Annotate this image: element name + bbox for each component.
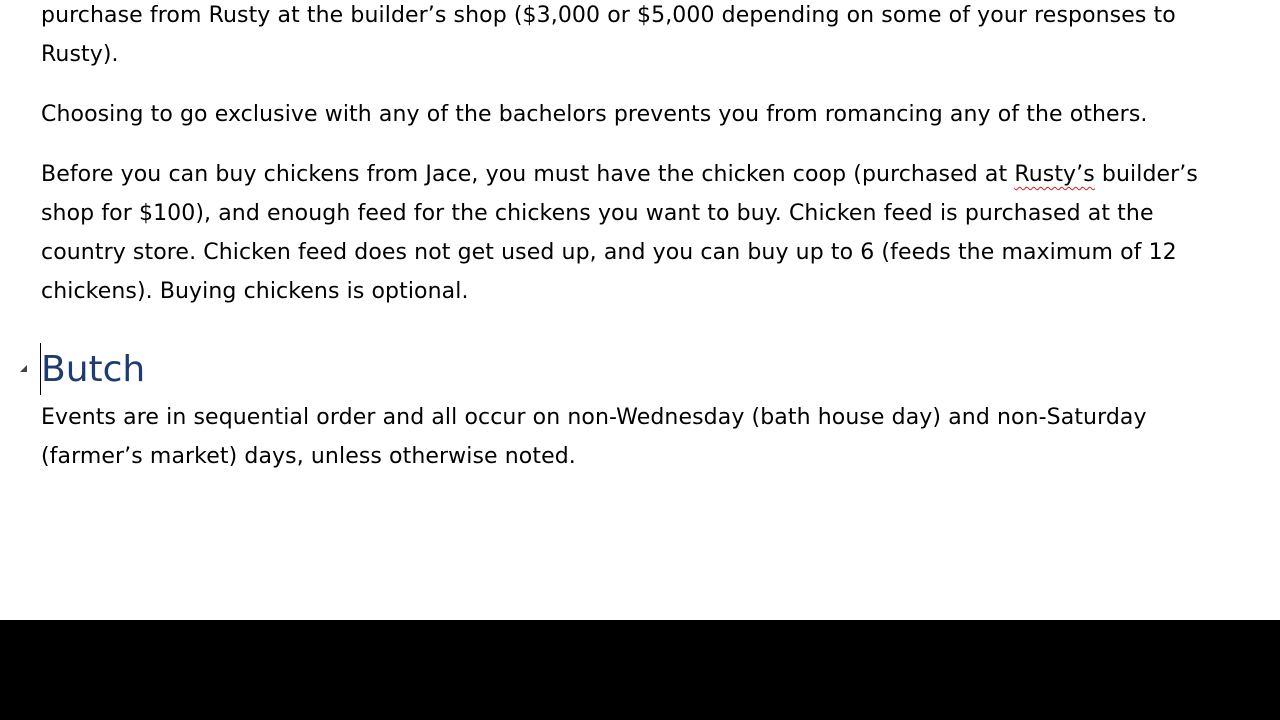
text-segment: Before you can buy chickens from Jace, you must have the chicken coop (purchased at <box>41 162 1015 187</box>
paragraph-rusty-purchase[interactable] <box>41 0 1273 74</box>
spelling-error-word[interactable]: Rusty’s <box>1014 162 1095 187</box>
text-line: chickens). Buying chickens is optional. <box>41 279 469 304</box>
paragraph-exclusive-bachelors[interactable] <box>41 95 1273 134</box>
text-line: Choosing to go exclusive with any of the bachelors prevents you from romancing any of the others. <box>41 102 1148 127</box>
text-line: purchase from Rusty at the builder’s shop ($3,000 or $5,000 depending on some of your responses to <box>41 3 1176 28</box>
text-line: Events are in sequential order and all occur on non-Wednesday (bath house day) and non-Saturday <box>41 405 1147 430</box>
paragraph-chickens[interactable] <box>41 155 1273 311</box>
collapse-triangle-icon[interactable] <box>20 365 27 372</box>
black-bottom-area <box>0 620 1280 720</box>
text-line: Rusty). <box>41 42 119 67</box>
text-line: (farmer’s market) days, unless otherwise noted. <box>41 444 576 469</box>
text-segment: builder’s <box>1094 162 1198 187</box>
section-heading[interactable]: Butch <box>41 349 146 390</box>
text-line <box>41 155 1273 194</box>
paragraph-events-order[interactable] <box>41 398 1273 476</box>
text-line: shop for $100), and enough feed for the chickens you want to buy. Chicken feed is purchased at the <box>41 201 1154 226</box>
text-line: country store. Chicken feed does not get used up, and you can buy up to 6 (feeds the maximum of 12 <box>41 240 1177 265</box>
